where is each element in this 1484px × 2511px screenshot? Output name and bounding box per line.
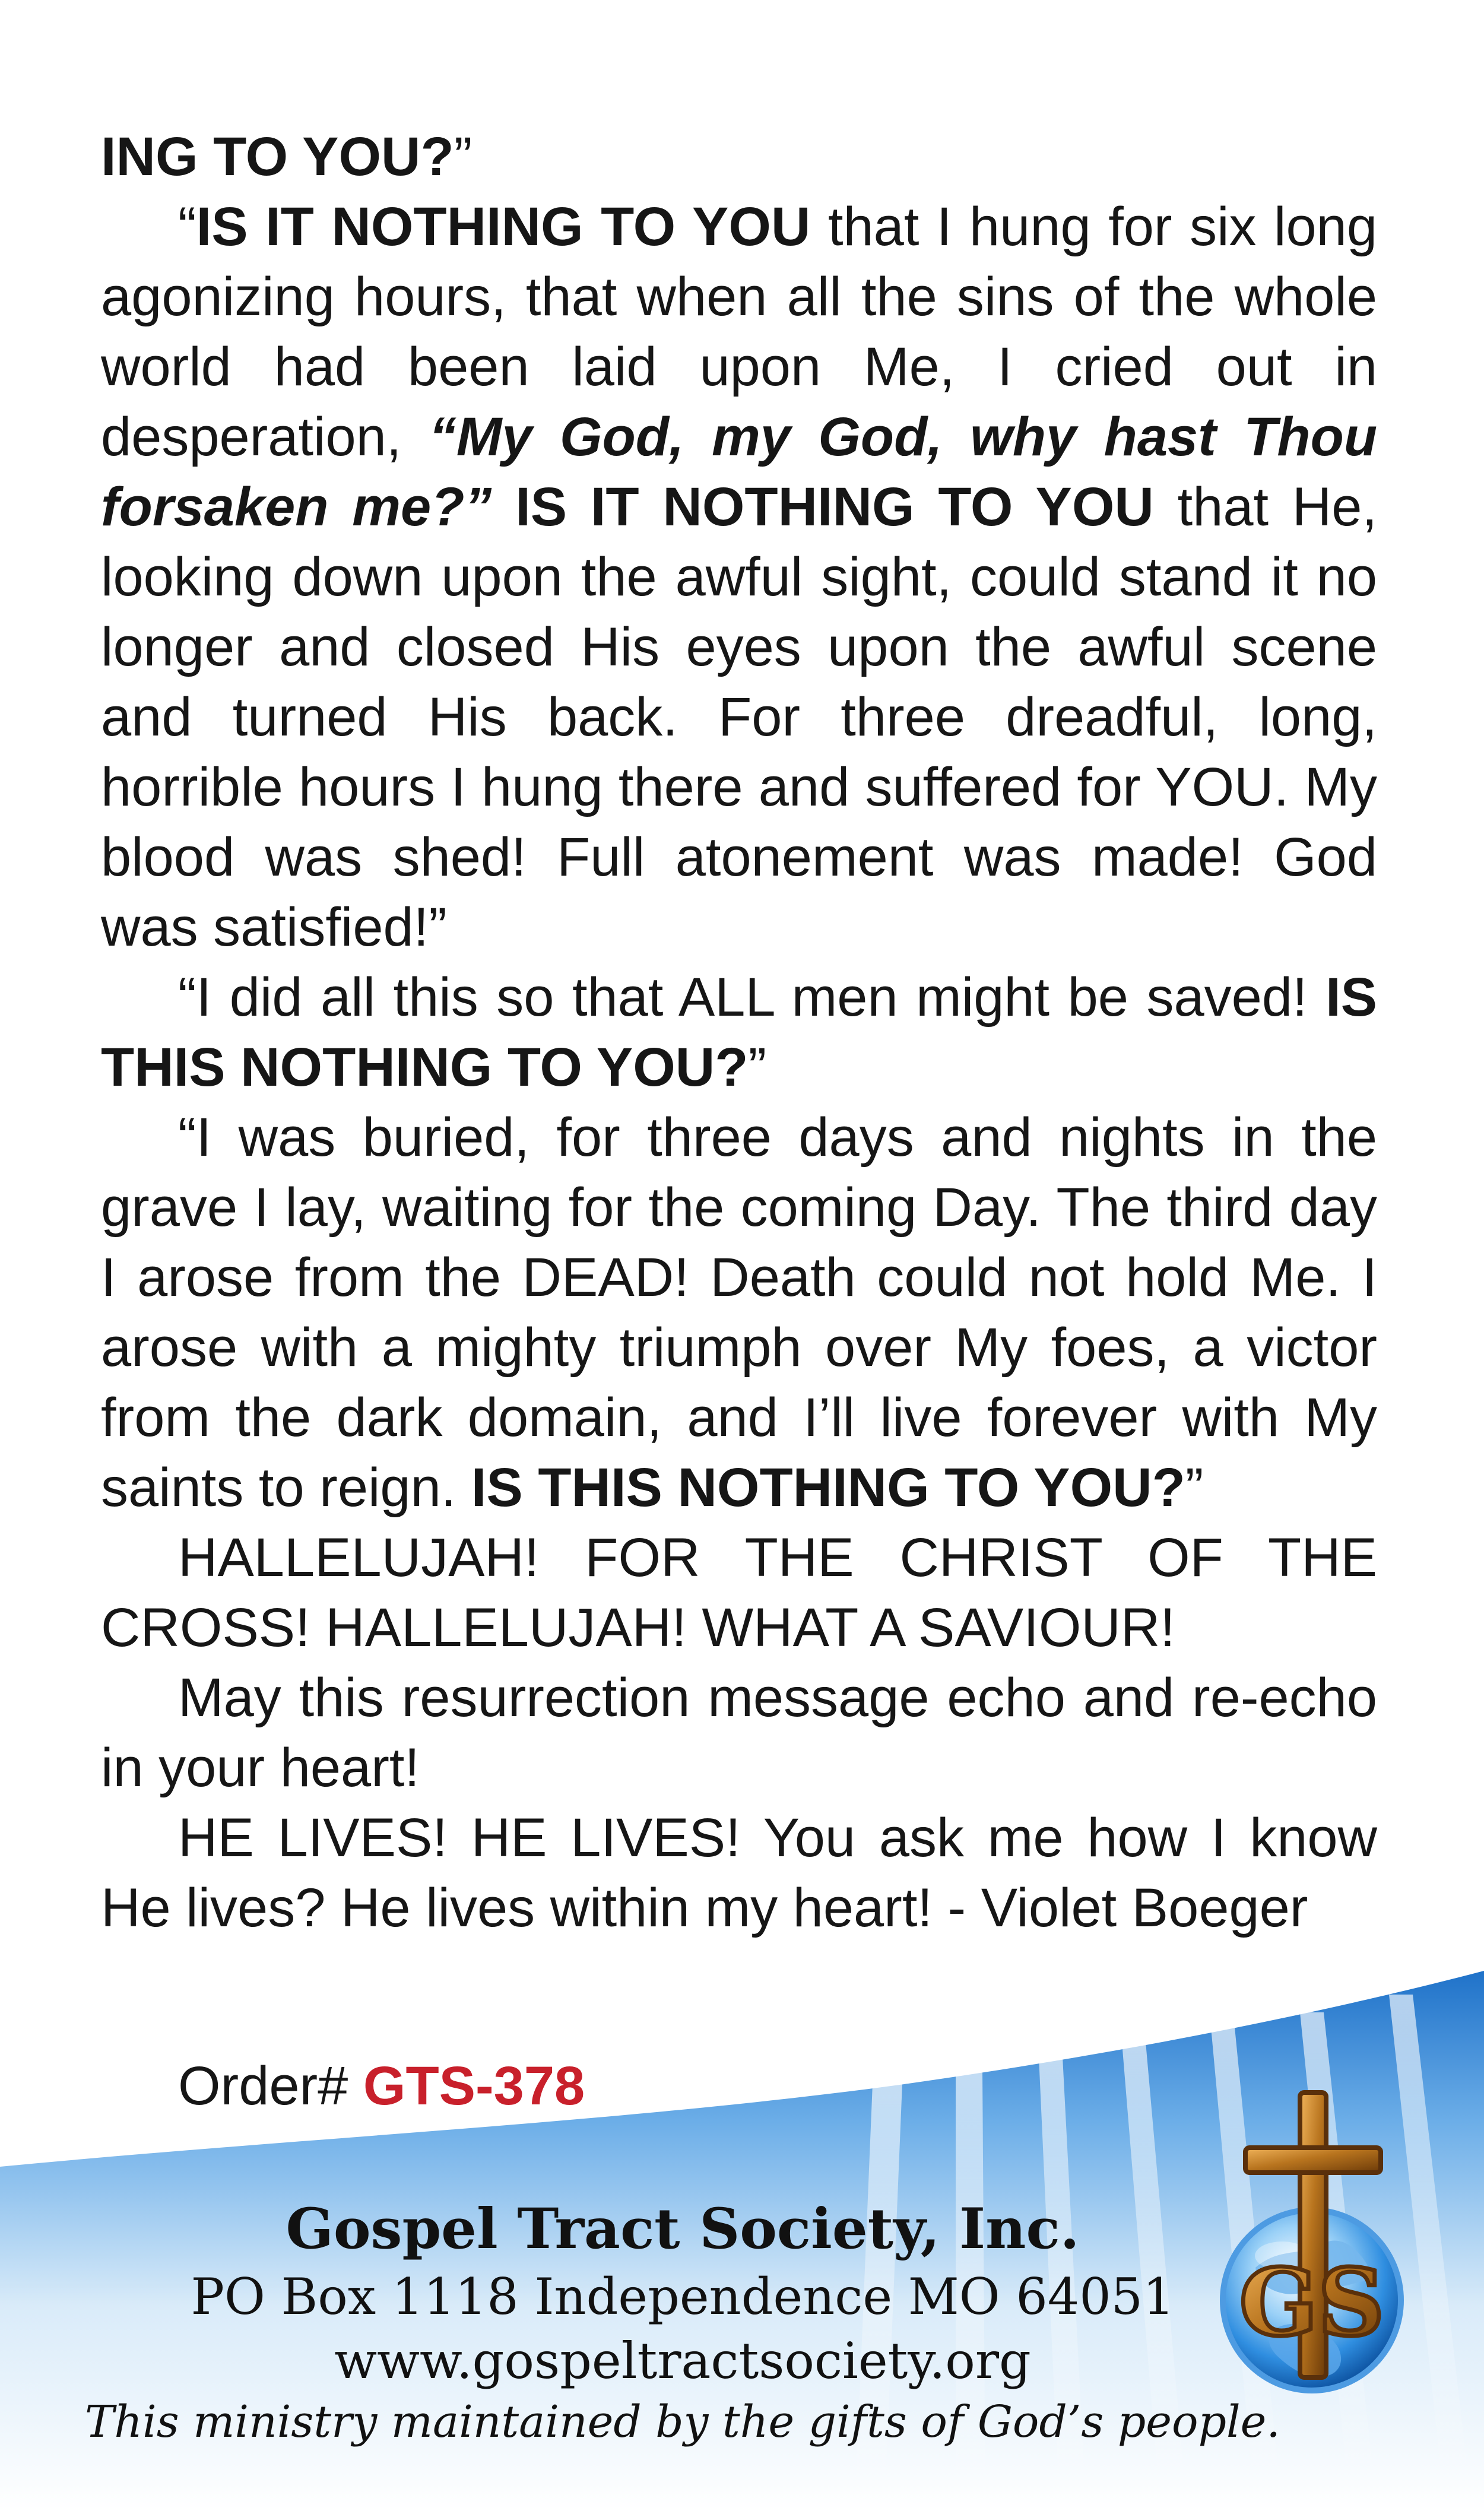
tract-paragraph-7: HE LIVES! HE LIVES! You ask me how I know He lives? He lives within my heart! - Violet Boeger — [101, 1808, 1377, 1938]
order-code: GTS-378 — [363, 2056, 585, 2116]
mailing-address: PO Box 1118 Independence MO 64051 — [191, 2268, 1175, 2326]
cross-globe-logo-icon — [1199, 2078, 1425, 2428]
tract-paragraph-6: May this resurrection message echo and re-echo in your heart! — [101, 1667, 1377, 1798]
order-label: Order# — [178, 2056, 363, 2116]
paragraph-text: that I hung for six long agonizing hours, that when all the sins of the whole world had been laid upon Me, I cried out in desperation, — [101, 196, 1377, 467]
website-link[interactable]: www.gospeltractsociety.org — [334, 2332, 1031, 2390]
closing-quote: ” — [1185, 1457, 1204, 1518]
emphasis-heading: IS THIS NOTHING TO YOU? — [101, 967, 1377, 1098]
gts-logo-letters: GS — [1239, 2248, 1385, 2357]
tract-paragraph-1 — [101, 122, 1377, 192]
opening-quote: “ — [178, 196, 196, 257]
tract-paragraph-5: HALLELUJAH! FOR THE CHRIST OF THE CROSS! HALLELUJAH! WHAT A SAVIOUR! — [101, 1527, 1377, 1658]
emphasis-heading: IS IT NOTHING TO YOU — [196, 196, 811, 257]
emphasis-heading: ING TO YOU? — [101, 126, 454, 187]
tract-paragraph-2 — [101, 192, 1377, 962]
closing-quote: ” — [454, 126, 473, 187]
tract-body-text — [101, 122, 1377, 1943]
tract-paragraph-3 — [101, 962, 1377, 1102]
paragraph-text — [492, 477, 515, 537]
emphasis-heading: IS THIS NOTHING TO YOU? — [471, 1457, 1185, 1518]
paragraph-text: “I did all this so that ALL men might be saved! — [178, 967, 1326, 1028]
publisher-footer — [83, 2193, 1282, 2451]
tract-paragraph-4 — [101, 1102, 1377, 1523]
closing-quote: ” — [748, 1037, 767, 1098]
organization-name: Gospel Tract Society, Inc. — [286, 2196, 1080, 2262]
paragraph-text: that He, looking down upon the awful sight, could stand it no longer and closed His eyes upon the awful scene and turned His back. For three dreadful, long, horrible hours I hung there and suffered for YOU. My blood was shed! Full atonement was made! God was satisfied!” — [101, 477, 1377, 958]
emphasis-heading: IS IT NOTHING TO YOU — [515, 477, 1154, 537]
ministry-note: This ministry maintained by the gifts of God’s people. — [85, 2396, 1280, 2447]
paragraph-text: “I was buried, for three days and nights in the grave I lay, waiting for the coming Day. The third day I arose from the DEAD! Death could not hold Me. I arose with a mighty triumph over My foes, a victor from the dark domain, and I’ll live forever with My saints to reign. — [101, 1107, 1377, 1518]
scripture-quote: “My God, my God, why hast Thou forsaken me?” — [101, 407, 1378, 537]
